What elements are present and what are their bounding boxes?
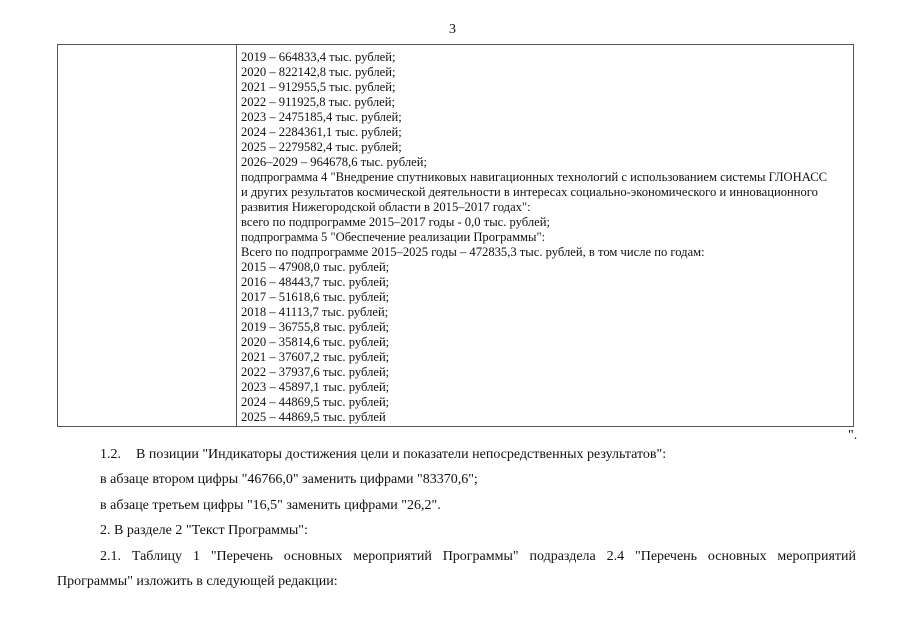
table-line: развития Нижегородской области в 2015–2017 годах": [241, 200, 531, 214]
paragraph-third-abzac: в абзаце третьем цифры "16,5" заменить цифрами "26,2". [100, 498, 441, 513]
table-line: 2016 – 48443,7 тыс. рублей; [241, 275, 390, 289]
table-line: 2019 – 664833,4 тыс. рублей; [241, 50, 396, 64]
table-column-divider [236, 45, 237, 426]
table-line: 2025 – 2279582,4 тыс. рублей; [241, 140, 402, 154]
table-line: и других результатов космической деятельности в интересах социально-экономического и инновационного [241, 185, 818, 199]
paragraph-2-1-continued: Программы" изложить в следующей редакции: [57, 574, 338, 589]
paragraph-2-1: 2.1. Таблицу 1 "Перечень основных мероприятий Программы" подраздела 2.4 "Перечень основных мероприятий [100, 549, 856, 564]
table-line: подпрограмма 5 "Обеспечение реализации Программы": [241, 230, 546, 244]
table-line: Всего по подпрограмме 2015–2025 годы – 472835,3 тыс. рублей, в том числе по годам: [241, 245, 705, 259]
table-line: 2017 – 51618,6 тыс. рублей; [241, 290, 390, 304]
table-line: 2022 – 37937,6 тыс. рублей; [241, 365, 390, 379]
table-line: подпрограмма 4 "Внедрение спутниковых навигационных технологий с использованием системы ГЛОНАСС [241, 170, 828, 184]
closing-quote: ". [848, 428, 858, 443]
table-line: 2025 – 44869,5 тыс. рублей [241, 410, 386, 424]
budget-table [57, 44, 854, 427]
table-cell-content [241, 50, 852, 425]
table-line: 2018 – 41113,7 тыс. рублей; [241, 305, 389, 319]
table-line: 2023 – 45897,1 тыс. рублей; [241, 380, 390, 394]
table-line: 2020 – 822142,8 тыс. рублей; [241, 65, 396, 79]
table-line: 2021 – 37607,2 тыс. рублей; [241, 350, 390, 364]
page-number: 3 [449, 22, 456, 37]
table-line: 2022 – 911925,8 тыс. рублей; [241, 95, 396, 109]
table-line: 2026–2029 – 964678,6 тыс. рублей; [241, 155, 427, 169]
paragraph-section-2: 2. В разделе 2 "Текст Программы": [100, 523, 308, 538]
table-line: 2024 – 44869,5 тыс. рублей; [241, 395, 390, 409]
paragraph-number: 1.2. [100, 447, 121, 462]
table-line: всего по подпрограмме 2015–2017 годы - 0,0 тыс. рублей; [241, 215, 551, 229]
paragraph-text: В позиции "Индикаторы достижения цели и показатели непосредственных результатов": [136, 447, 667, 462]
paragraph-1-2 [100, 446, 666, 464]
table-line: 2024 – 2284361,1 тыс. рублей; [241, 125, 402, 139]
table-line: 2020 – 35814,6 тыс. рублей; [241, 335, 390, 349]
table-line: 2023 – 2475185,4 тыс. рублей; [241, 110, 402, 124]
table-line: 2019 – 36755,8 тыс. рублей; [241, 320, 390, 334]
table-line: 2021 – 912955,5 тыс. рублей; [241, 80, 396, 94]
paragraph-second-abzac: в абзаце втором цифры "46766,0" заменить цифрами "83370,6"; [100, 472, 478, 487]
table-line: 2015 – 47908,0 тыс. рублей; [241, 260, 390, 274]
